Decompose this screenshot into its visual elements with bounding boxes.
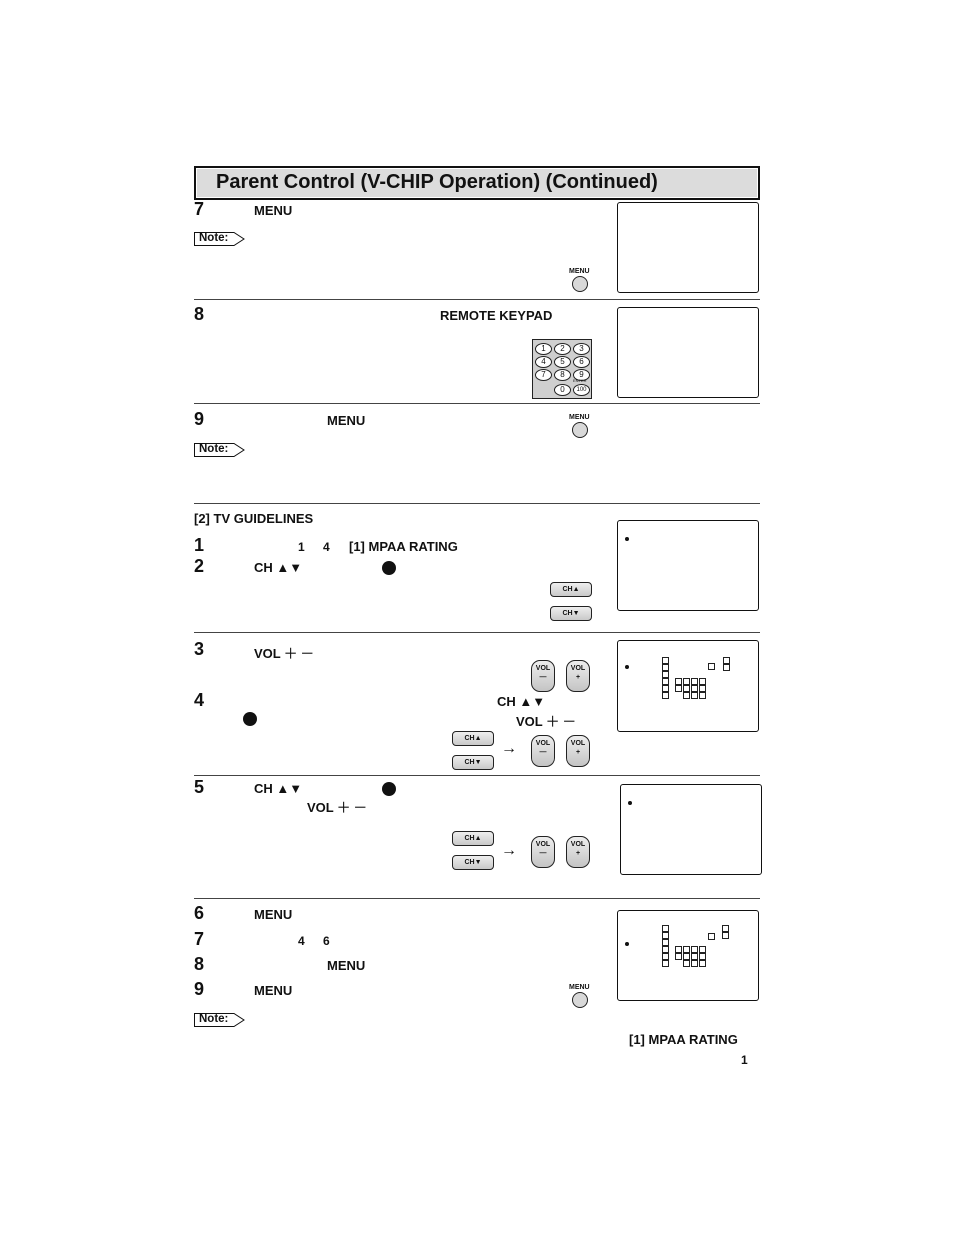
rating-box (662, 925, 669, 932)
rating-box (691, 685, 698, 692)
key-3[interactable]: 3 (573, 343, 590, 355)
rating-box (683, 685, 690, 692)
divider (194, 775, 760, 776)
tv-screen-2 (617, 307, 759, 398)
page-title: Parent Control (V-CHIP Operation) (Continued) (216, 171, 658, 193)
footer-mpaa-ref: [1] MPAA RATING (629, 1032, 738, 1047)
rating-box (723, 657, 730, 664)
menu-button-1[interactable] (572, 276, 588, 292)
divider (194, 503, 760, 504)
s3-number: 3 (194, 639, 205, 659)
rating-box (683, 692, 690, 699)
rating-box (662, 946, 669, 953)
rating-box (662, 932, 669, 939)
tv-screen-6 (617, 910, 759, 1001)
s1-ref-a: 1 (298, 540, 305, 554)
ch-up-button[interactable]: CH▲ (452, 831, 494, 846)
remote-keypad (532, 339, 592, 399)
menu-button-label-1: MENU (569, 268, 590, 275)
rating-box (675, 953, 682, 960)
page-number: 1 (741, 1053, 748, 1067)
s5-vol-label: VOL ＋ － (307, 800, 367, 815)
note-label: Note: (199, 443, 229, 455)
step-8-number: 8 (194, 304, 205, 324)
rating-box (662, 671, 669, 678)
key-5[interactable]: 5 (554, 356, 571, 368)
rating-box (662, 953, 669, 960)
key-2[interactable]: 2 (554, 343, 571, 355)
tv-screen-1 (617, 202, 759, 293)
rating-box (683, 946, 690, 953)
ch-down-button[interactable]: CH▼ (452, 855, 494, 870)
vol-plus-sign: + (575, 850, 581, 857)
note-label: Note: (199, 232, 229, 244)
bullet-dot-icon (382, 782, 396, 796)
vol-plus-sign: + (575, 674, 581, 681)
rating-box (675, 678, 682, 685)
ch-up-button[interactable]: CH▲ (452, 731, 494, 746)
rating-box (691, 960, 698, 967)
s4-ch-label: CH ▲▼ (497, 694, 546, 709)
rating-box (691, 678, 698, 685)
rating-box (699, 953, 706, 960)
rating-box (662, 685, 669, 692)
note-badge-2 (194, 443, 238, 457)
step-9-number: 9 (194, 409, 205, 429)
vol-minus-sign: — (539, 749, 547, 756)
s1-ref-mpaa: [1] MPAA RATING (349, 539, 458, 554)
vol-minus-button[interactable] (531, 735, 555, 767)
vol-minus-button[interactable] (531, 660, 555, 692)
s3-vol-label: VOL ＋ － (254, 646, 314, 661)
rating-box (662, 678, 669, 685)
s8-number: 8 (194, 954, 205, 974)
cursor-dot-icon (625, 942, 629, 946)
cursor-dot-icon (625, 537, 629, 541)
step-7-number: 7 (194, 199, 205, 219)
bullet-dot-icon (382, 561, 396, 575)
rating-box (662, 657, 669, 664)
page-title-bar (194, 166, 760, 200)
arrow-right-icon: → (501, 842, 517, 859)
vol-minus-button[interactable] (531, 836, 555, 868)
s6-number: 6 (194, 903, 205, 923)
s7-number: 7 (194, 929, 205, 949)
vol-plus-button[interactable] (566, 660, 590, 692)
rating-box (691, 692, 698, 699)
rating-box (691, 953, 698, 960)
key-0[interactable]: 0 (554, 384, 571, 396)
s1-number: 1 (194, 535, 205, 555)
s4-number: 4 (194, 690, 205, 710)
menu-button-2[interactable] (572, 422, 588, 438)
vol-plus-button[interactable] (566, 836, 590, 868)
rating-box (699, 685, 706, 692)
divider (194, 632, 760, 633)
rating-box (683, 960, 690, 967)
vol-plus-button[interactable] (566, 735, 590, 767)
ch-down-button[interactable]: CH▼ (550, 606, 592, 621)
divider (194, 403, 760, 404)
rating-box (699, 692, 706, 699)
key-8[interactable]: 8 (554, 369, 571, 381)
rating-box (708, 933, 715, 940)
rating-box (699, 960, 706, 967)
note-label: Note: (199, 1013, 229, 1025)
vol-plus-top: VOL (570, 740, 586, 747)
s6-menu-label: MENU (254, 907, 293, 922)
s7-ref-a: 4 (298, 934, 305, 948)
rating-box (722, 932, 729, 939)
vol-plus-top: VOL (570, 665, 586, 672)
divider (194, 898, 760, 899)
tv-screen-5 (620, 784, 762, 875)
s4-vol-label: VOL ＋ － (516, 714, 576, 729)
key-6[interactable]: 6 (573, 356, 590, 368)
bullet-dot-icon (243, 712, 257, 726)
vol-minus-sign: — (539, 850, 547, 857)
s8-menu-label: MENU (327, 958, 366, 973)
ch-down-button[interactable]: CH▼ (452, 755, 494, 770)
key-1[interactable]: 1 (535, 343, 552, 355)
s9-number: 9 (194, 979, 205, 999)
note-badge-3 (194, 1013, 238, 1027)
section-heading: [2] TV GUIDELINES (194, 511, 314, 526)
s2-number: 2 (194, 556, 205, 576)
rating-box (691, 946, 698, 953)
cursor-dot-icon (628, 801, 632, 805)
vol-plus-sign: + (575, 749, 581, 756)
vol-minus-top: VOL (535, 841, 551, 848)
rating-box (708, 663, 715, 670)
enter-label: ENTER (573, 378, 587, 383)
rating-box (722, 925, 729, 932)
s5-number: 5 (194, 777, 205, 797)
rating-box (699, 946, 706, 953)
rating-box (662, 692, 669, 699)
rating-box (662, 960, 669, 967)
rating-box (662, 939, 669, 946)
step-7-menu-label: MENU (254, 203, 293, 218)
key-100[interactable]: 100 (573, 384, 590, 396)
s1-ref-b: 4 (323, 540, 330, 554)
remote-keypad-label: REMOTE KEYPAD (440, 308, 553, 323)
rating-box (683, 953, 690, 960)
rating-box (675, 946, 682, 953)
step-9-menu-label: MENU (327, 413, 366, 428)
key-7[interactable]: 7 (535, 369, 552, 381)
rating-box (723, 664, 730, 671)
vol-minus-top: VOL (535, 740, 551, 747)
divider (194, 299, 760, 300)
note-badge-1 (194, 232, 238, 246)
arrow-right-icon: → (501, 740, 517, 757)
menu-button-3[interactable] (572, 992, 588, 1008)
s2-ch-label: CH ▲▼ (254, 560, 303, 575)
rating-box (699, 678, 706, 685)
s5-ch-label: CH ▲▼ (254, 781, 303, 796)
vol-minus-sign: — (539, 674, 547, 681)
s7-ref-b: 6 (323, 934, 330, 948)
rating-box (683, 678, 690, 685)
cursor-dot-icon (625, 665, 629, 669)
vol-minus-top: VOL (535, 665, 551, 672)
menu-button-label-3: MENU (569, 984, 590, 991)
menu-button-label-2: MENU (569, 414, 590, 421)
key-9[interactable]: 9 (573, 369, 590, 381)
ch-up-button[interactable]: CH▲ (550, 582, 592, 597)
vol-plus-top: VOL (570, 841, 586, 848)
tv-screen-4 (617, 640, 759, 732)
key-4[interactable]: 4 (535, 356, 552, 368)
rating-box (662, 664, 669, 671)
tv-screen-3 (617, 520, 759, 611)
s9-menu-label: MENU (254, 983, 293, 998)
rating-box (675, 685, 682, 692)
